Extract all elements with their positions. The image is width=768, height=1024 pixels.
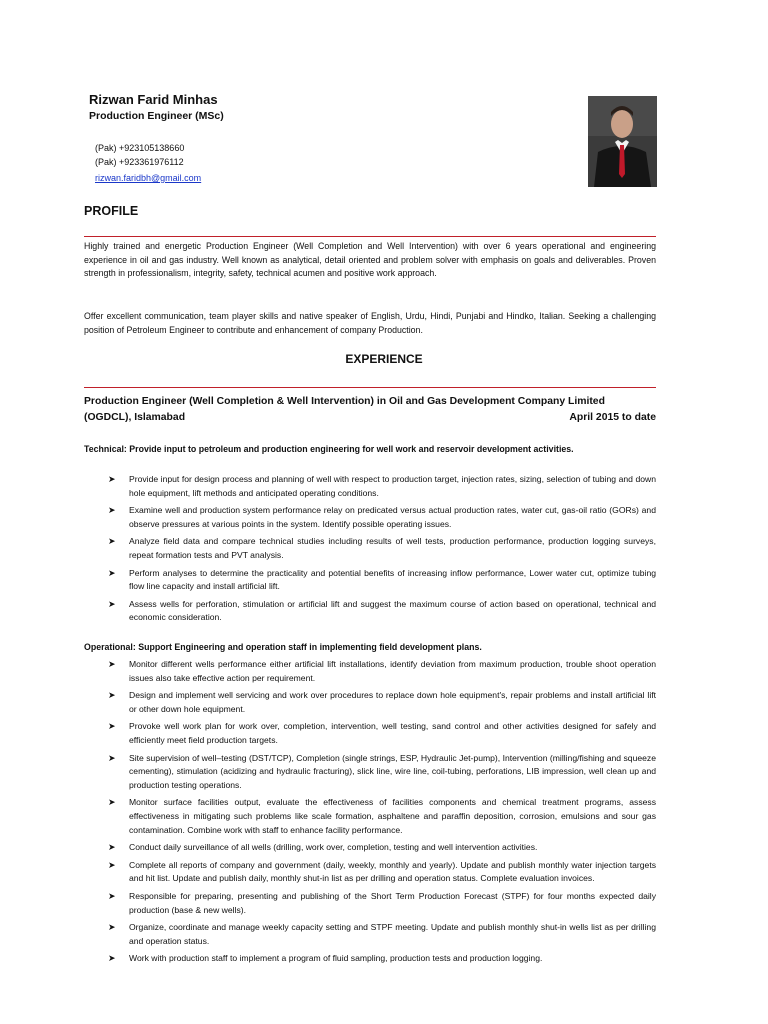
arrow-bullet-icon: ➤ bbox=[108, 752, 116, 763]
arrow-bullet-icon: ➤ bbox=[108, 690, 116, 701]
phone-1: (Pak) +923105138660 bbox=[95, 143, 185, 153]
arrow-bullet-icon: ➤ bbox=[108, 536, 116, 547]
list-item: ➤ Work with production staff to implement a program of fluid sampling, production tests and production logging. bbox=[108, 952, 656, 966]
arrow-bullet-icon: ➤ bbox=[108, 598, 116, 609]
arrow-bullet-icon: ➤ bbox=[108, 505, 116, 516]
list-item: ➤ Assess wells for perforation, stimulation or artificial lift and suggest the maximum course of action based on operational, technical and economic consideration. bbox=[108, 598, 656, 623]
list-item: ➤ Complete all reports of company and government (daily, weekly, monthly and yearly). Update and publish monthly water injection targets and hit list. Update and publish daily, monthly shut-in list as per drilling and operation status. Complete evaluation invoices. bbox=[108, 859, 656, 884]
list-item: ➤ Site supervision of well–testing (DST/TCP), Completion (single strings, ESP, Hydraulic Jet-pump), Intervention (milling/fishing and squeeze cementing), stimulation (acidizing and hydraulic fracturing), slick line, wire line, coil-tubing, perforations, LIB impression, well clean up and production testing operations. bbox=[108, 752, 656, 790]
candidate-name: Rizwan Farid Minhas bbox=[89, 92, 218, 107]
job-title: Production Engineer (Well Completion & Well Intervention) in Oil and Gas Development Company Limited bbox=[84, 396, 605, 407]
arrow-bullet-icon: ➤ bbox=[108, 953, 116, 964]
profile-paragraph-1: Highly trained and energetic Production Engineer (Well Completion and Well Intervention) with over 6 years operational and engineering experience in oil and gas industry. Well known as analytical, detail oriented and problem solver with emphasis on goals and deliverables. Proven strength in professionalism, integrity, safety, technical acumen and positive work approach. bbox=[84, 241, 656, 279]
phone-2: (Pak) +923361976112 bbox=[95, 157, 184, 167]
list-item: ➤ Provide input for design process and planning of well with respect to production target, injection rates, sizing, selection of tubing and down hole equipment, lift methods and anticipated operating conditions. bbox=[108, 474, 656, 498]
arrow-bullet-icon: ➤ bbox=[108, 474, 116, 484]
list-item: ➤ Analyze field data and compare technical studies including results of well tests, production performance, production logging surveys, repeat formation tests and PVT analysis. bbox=[108, 536, 656, 560]
job-dates: April 2015 to date bbox=[569, 412, 656, 423]
email-link[interactable]: rizwan.faridbh@gmail.com bbox=[95, 173, 202, 183]
list-item: ➤ Conduct daily surveillance of all wells (drilling, work over, completion, testing and well intervention activities. bbox=[108, 841, 656, 855]
technical-list bbox=[108, 473, 656, 629]
list-item: ➤ Monitor surface facilities output, evaluate the effectiveness of facilities components and chemical treatment programs, assess effectiveness in mitigating such problems like scale formation, asphaltene and paraffin deposition, corrosion, emulsions and sour gas contamination. Combine work with staff to enhance facility performance. bbox=[108, 797, 656, 835]
arrow-bullet-icon: ➤ bbox=[108, 721, 116, 732]
arrow-bullet-icon: ➤ bbox=[108, 797, 116, 808]
arrow-bullet-icon: ➤ bbox=[108, 859, 116, 870]
profile-heading: PROFILE bbox=[84, 204, 139, 218]
list-item: ➤ Responsible for preparing, presenting and publishing of the Short Term Production Forecast (STPF) for four months expected daily production (base & new wells). bbox=[108, 890, 656, 915]
list-item: ➤ Provoke well work plan for work over, completion, intervention, well testing, sand control and other activities designed for safely and efficiently meet field production targets. bbox=[108, 721, 656, 745]
arrow-bullet-icon: ➤ bbox=[108, 922, 116, 933]
arrow-bullet-icon: ➤ bbox=[108, 842, 116, 853]
list-item: ➤ Organize, coordinate and manage weekly capacity setting and STPF meeting. Update and publish monthly shut-in wells list as per drilling and operation status. bbox=[108, 922, 656, 946]
experience-heading: EXPERIENCE bbox=[345, 352, 423, 366]
arrow-bullet-icon: ➤ bbox=[108, 659, 116, 669]
list-item: ➤ Monitor different wells performance either artificial lift installations, identify deviation from maximum production, trouble shoot operation issues also take effective action per requirement. bbox=[108, 659, 656, 683]
operational-heading: Operational: Support Engineering and operation staff in implementing field development plans. bbox=[84, 642, 482, 652]
job-header bbox=[84, 394, 656, 426]
operational-list bbox=[108, 658, 656, 970]
job-company-location: (OGDCL), Islamabad bbox=[84, 412, 186, 423]
candidate-title: Production Engineer (MSc) bbox=[89, 110, 224, 122]
arrow-bullet-icon: ➤ bbox=[108, 567, 116, 578]
list-item: ➤ Perform analyses to determine the practicality and potential benefits of increasing inflow performance, Lower water cut, optimize tubing flow line capacity and install artificial lift. bbox=[108, 567, 656, 592]
list-item: ➤ Design and implement well servicing and work over procedures to replace down hole equipment's, repair problems and install artificial lift or other down hole equipment. bbox=[108, 690, 656, 714]
list-item: ➤ Examine well and production system performance relay on predicated versus actual production rates, water cut, gas-oil ratio (GORs) and observe pressures at various points in the system. Identify possible operating issues. bbox=[108, 505, 656, 529]
arrow-bullet-icon: ➤ bbox=[108, 890, 116, 901]
experience-divider bbox=[84, 387, 656, 388]
profile-paragraph-2: Offer excellent communication, team player skills and native speaker of English, Urdu, Hindi, Punjabi and Hindko, Italian. Seeking a challenging position of Petroleum Engineer to contribute and enhancement of company Production. bbox=[84, 311, 656, 335]
profile-photo bbox=[588, 96, 657, 187]
profile-divider bbox=[84, 236, 656, 237]
technical-heading: Technical: Provide input to petroleum and production engineering for well work and reservoir development activities. bbox=[84, 444, 574, 454]
